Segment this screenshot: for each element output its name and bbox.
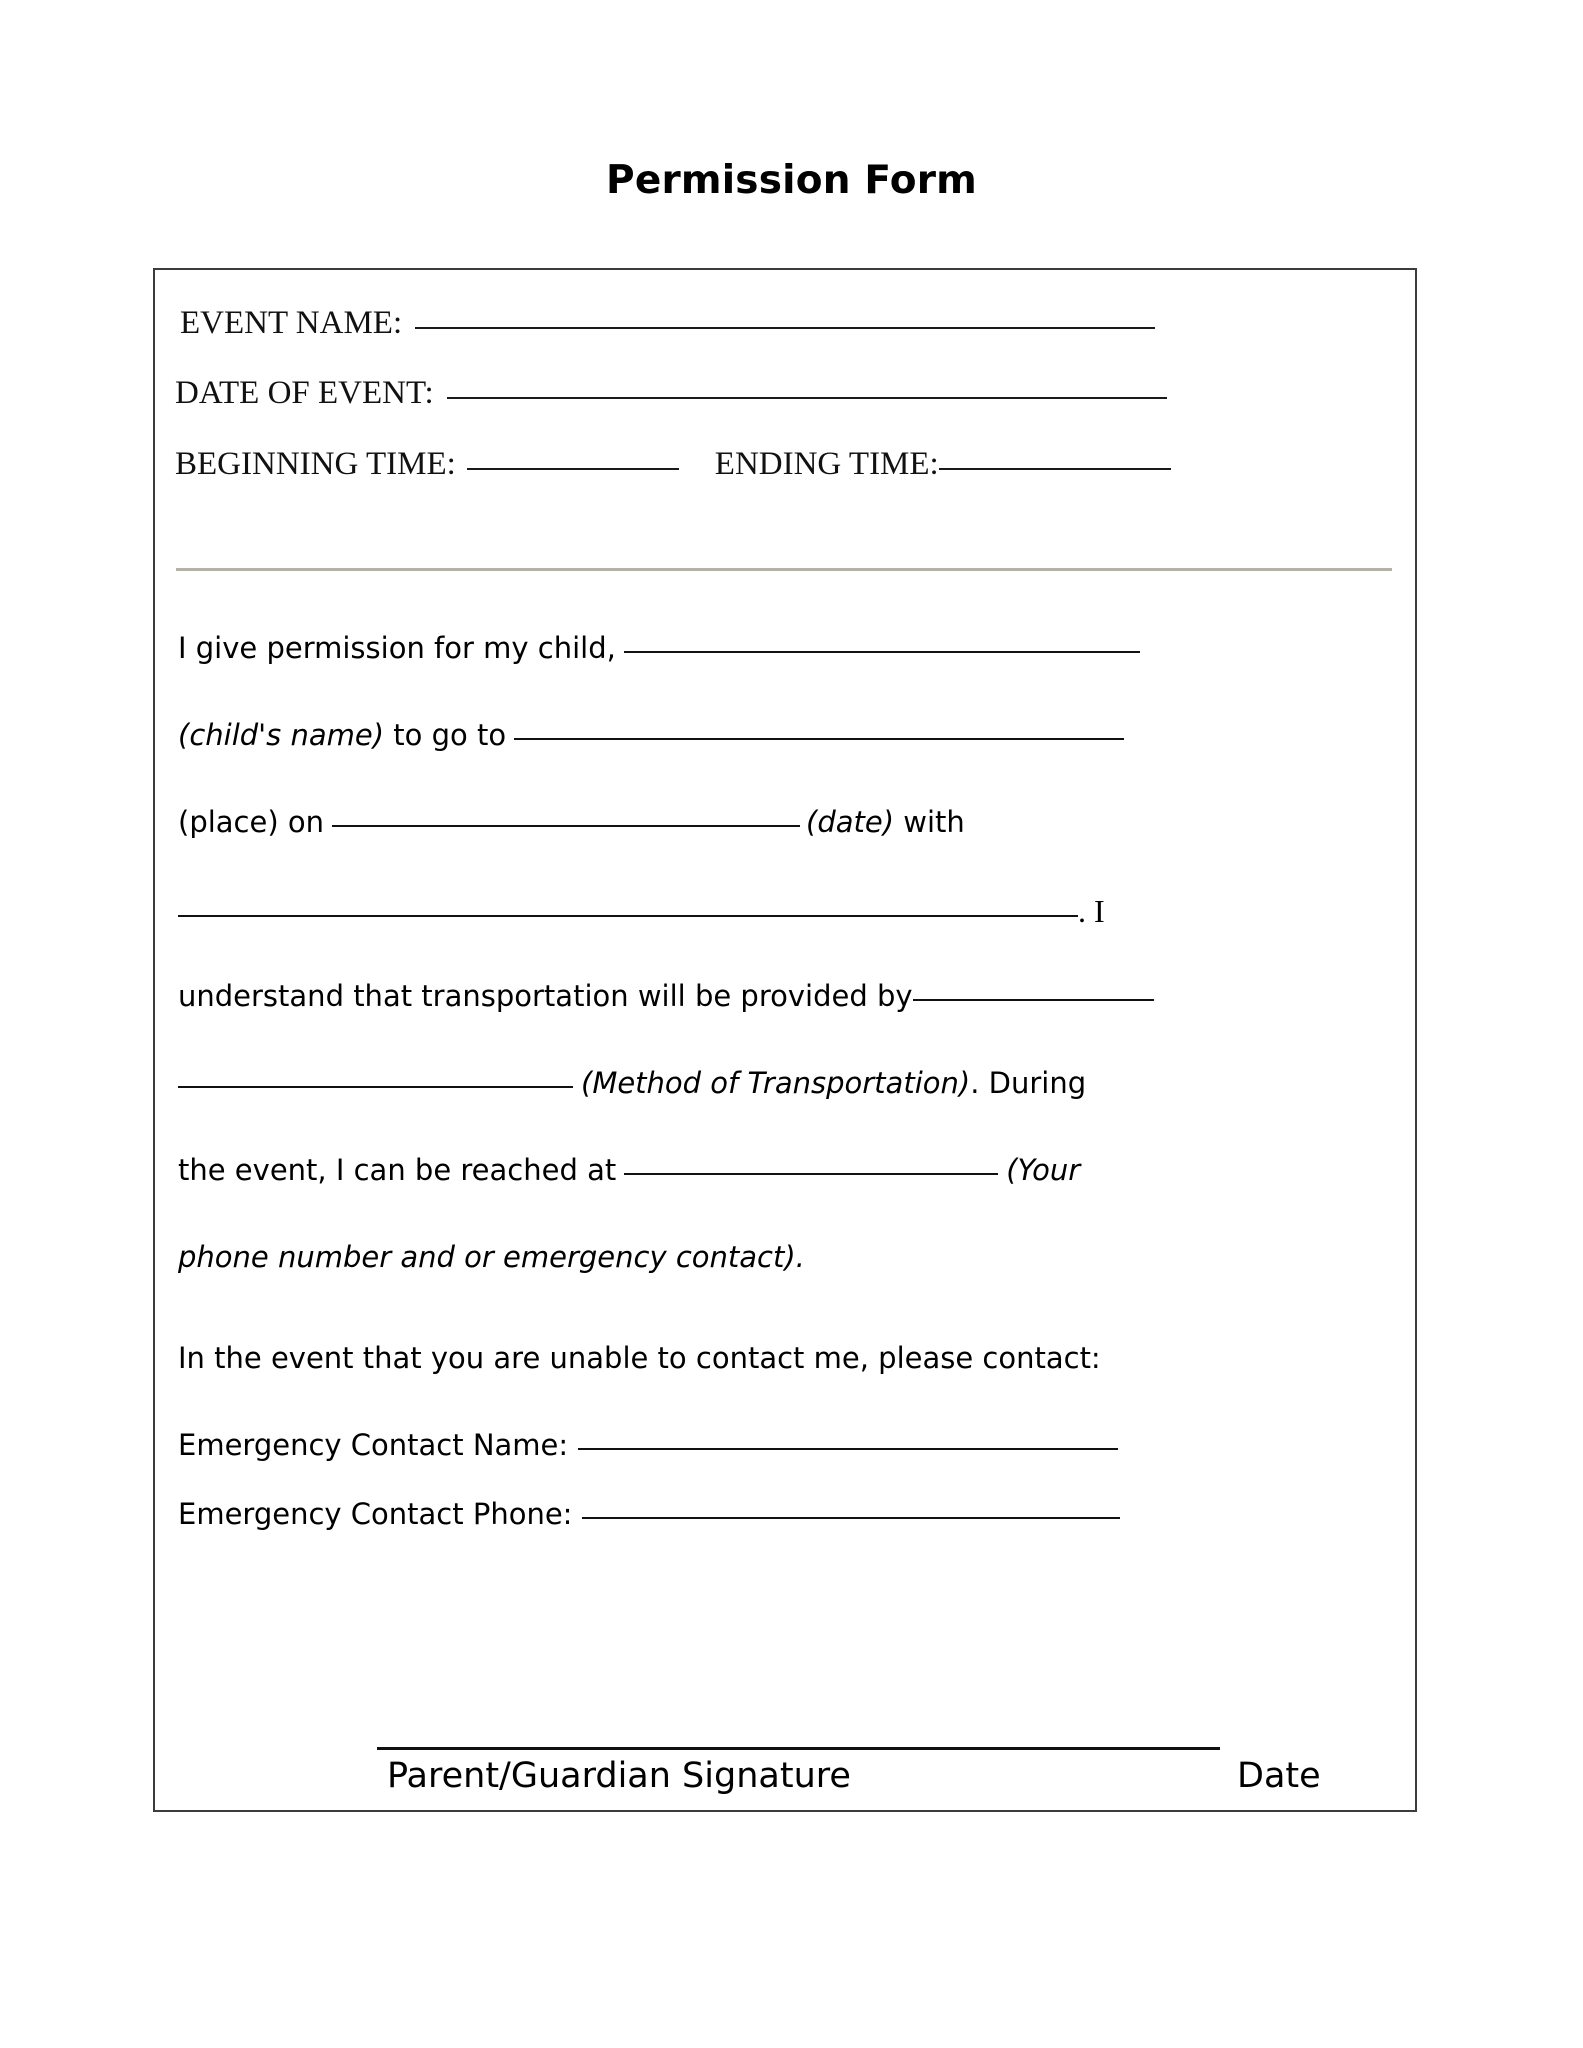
transportation-input[interactable]: [913, 999, 1154, 1001]
date-of-event-label: DATE OF EVENT:: [175, 375, 434, 411]
signature-line[interactable]: [377, 1747, 1220, 1750]
transportation-text: understand that transportation will be provided by: [178, 979, 913, 1013]
emergency-contact-phone-input[interactable]: [582, 1517, 1120, 1519]
field-row-times: [175, 448, 1435, 481]
signature-date-label: Date: [1237, 1756, 1321, 1796]
unable-to-contact-text: In the event that you are unable to contact me, please contact:: [178, 1341, 1101, 1375]
ending-time-input[interactable]: [939, 468, 1171, 470]
statement-line-9: [178, 1341, 1438, 1375]
date-hint: (date): [806, 805, 895, 839]
with-whom-input[interactable]: [178, 915, 1078, 917]
emergency-contact-phone-label: Emergency Contact Phone:: [178, 1497, 573, 1531]
statement-line-5: [178, 979, 1438, 1013]
method-of-transportation-hint: (Method of Transportation): [581, 1066, 971, 1100]
statement-line-7: [178, 1153, 1438, 1187]
your-phone-hint-start: (Your: [1006, 1153, 1081, 1187]
statement-line-3: [178, 805, 1438, 839]
beginning-time-input[interactable]: [467, 468, 679, 470]
with-text: with: [903, 805, 965, 839]
event-name-label: EVENT NAME:: [180, 305, 403, 341]
period-i-text: . I: [1078, 893, 1105, 929]
beginning-time-label: BEGINNING TIME:: [175, 446, 456, 482]
give-permission-text: I give permission for my child,: [178, 631, 616, 665]
child-name-hint: (child's name): [178, 718, 385, 752]
parent-guardian-signature-label: Parent/Guardian Signature: [387, 1756, 851, 1796]
emergency-contact-name-label: Emergency Contact Name:: [178, 1428, 569, 1462]
statement-line-8: [178, 1240, 1438, 1274]
emergency-contact-name-input[interactable]: [578, 1448, 1118, 1450]
event-name-input[interactable]: [415, 327, 1155, 329]
to-go-to-text: to go to: [393, 718, 507, 752]
event-date-input[interactable]: [332, 825, 800, 827]
reached-at-text: the event, I can be reached at: [178, 1153, 617, 1187]
date-of-event-input[interactable]: [447, 397, 1167, 399]
statement-line-6: [178, 1066, 1438, 1100]
section-divider: [176, 568, 1392, 571]
statement-line-2: [178, 718, 1438, 752]
field-row-date-of-event: [175, 377, 1435, 410]
field-row-event-name: [180, 307, 1440, 340]
statement-line-4: [178, 895, 1438, 927]
reached-at-input[interactable]: [624, 1173, 998, 1175]
child-name-input[interactable]: [624, 651, 1140, 653]
your-phone-hint-end: phone number and or emergency contact).: [178, 1240, 805, 1274]
statement-line-1: [178, 631, 1438, 665]
permission-form-box: [153, 268, 1417, 1812]
field-row-emergency-contact-phone: [178, 1497, 1438, 1531]
field-row-emergency-contact-name: [178, 1428, 1438, 1462]
place-input[interactable]: [514, 738, 1124, 740]
during-text: . During: [970, 1066, 1087, 1100]
place-on-text: (place) on: [178, 805, 324, 839]
page-title: Permission Form: [606, 158, 977, 203]
method-of-transportation-input[interactable]: [178, 1086, 573, 1088]
ending-time-label: ENDING TIME:: [714, 446, 939, 482]
